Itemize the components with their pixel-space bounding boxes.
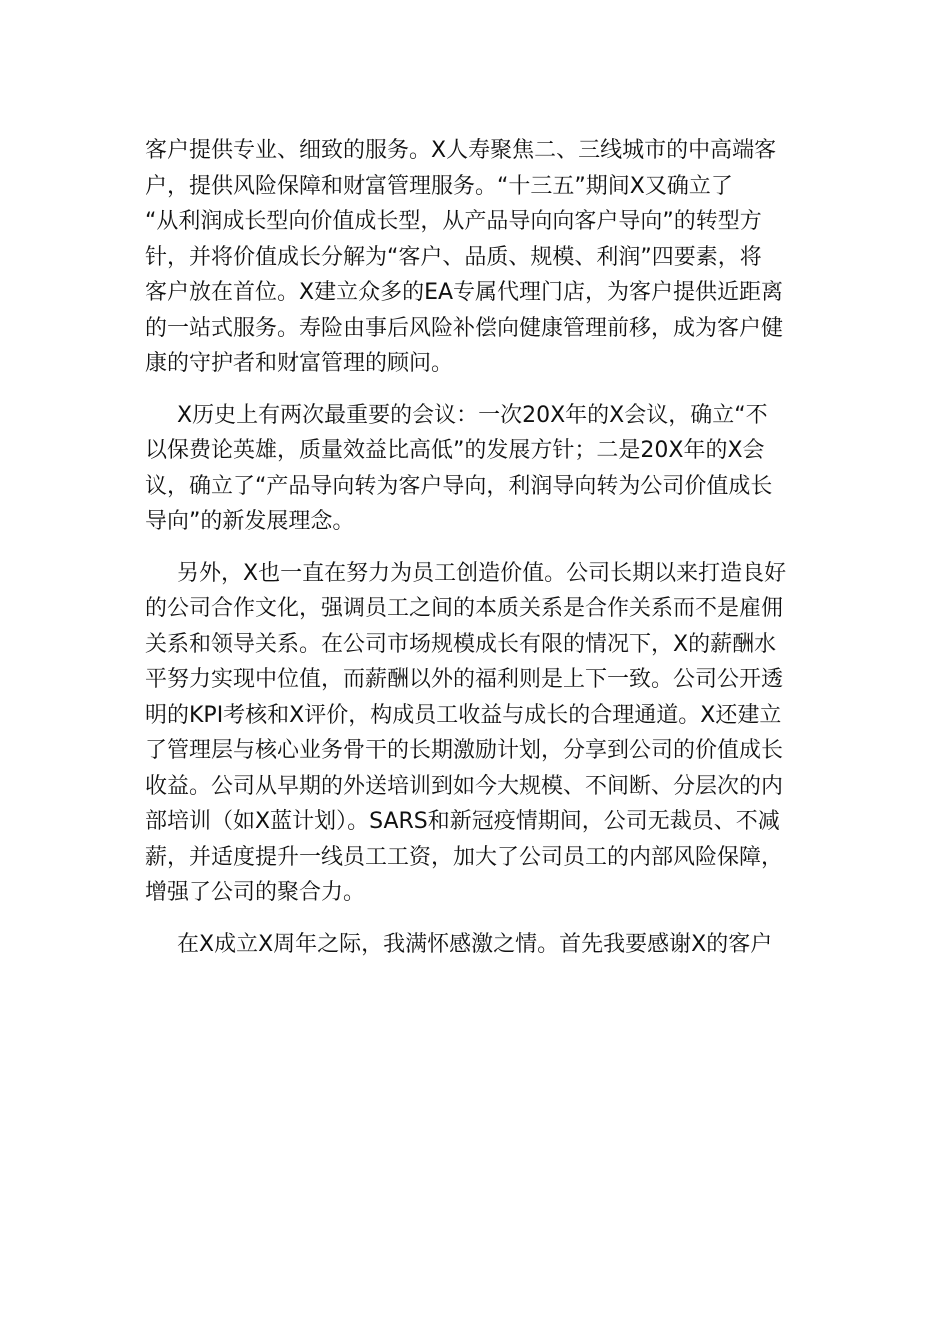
text-line: 以保费论英雄，质量效益比高低”的发展方针；二是20X年的X会: [145, 438, 765, 463]
text-line: 另外，X也一直在努力为员工创造价值。公司长期以来打造良好: [177, 560, 787, 586]
text-line: X历史上有两次最重要的会议：一次20X年的X会议，确立“不: [177, 402, 768, 428]
paragraph-3: [145, 556, 810, 911]
text-line: 增强了公司的聚合力。: [145, 880, 366, 905]
text-line: 在X成立X周年之际，我满怀感激之情。首先我要感谢X的客户: [177, 931, 773, 957]
text-line: 明的KPI考核和X评价，构成员工收益与成长的合理通道。X还建立: [145, 702, 782, 728]
text-line: 针，并将价值成长分解为“客户、品质、规模、利润”四要素，将: [145, 244, 762, 270]
text-line: 的一站式服务。寿险由事后风险补偿向健康管理前移，成为客户健: [145, 315, 784, 341]
text-line: 客户提供专业、细致的服务。X人寿聚焦二、三线城市的中高端客: [145, 138, 777, 163]
text-line: 收益。公司从早期的外送培训到如今大规模、不间断、分层次的内: [145, 773, 784, 799]
text-line: 导向”的新发展理念。: [145, 509, 355, 534]
text-line: 的公司合作文化，强调员工之间的本质关系是合作关系而不是雇佣: [145, 596, 784, 621]
text-line: 客户放在首位。X建立众多的EA专属代理门店，为客户提供近距离: [145, 280, 784, 305]
document-body: [145, 133, 810, 962]
text-line: 关系和领导关系。在公司市场规模成长有限的情况下，X的薪酬水: [145, 631, 777, 657]
text-line: 户，提供风险保障和财富管理服务。“十三五”期间X又确立了: [145, 173, 733, 199]
paragraph-4: [145, 927, 810, 963]
text-line: 薪，并适度提升一线员工工资，加大了公司员工的内部风险保障，: [145, 844, 784, 870]
text-line: 部培训（如X蓝计划）。SARS和新冠疫情期间，公司无裁员、不减: [145, 809, 780, 834]
paragraph-2: [145, 398, 810, 540]
paragraph-1: [145, 133, 810, 382]
text-line: 康的守护者和财富管理的顾问。: [145, 351, 454, 376]
text-line: 平努力实现中位值，而薪酬以外的福利则是上下一致。公司公开透: [145, 667, 784, 692]
text-line: 议，确立了“产品导向转为客户导向，利润导向转为公司价值成长: [145, 473, 773, 499]
text-line: “从利润成长型向价值成长型，从产品导向向客户导向”的转型方: [145, 209, 762, 234]
text-line: 了管理层与核心业务骨干的长期激励计划，分享到公司的价值成长: [145, 738, 784, 763]
